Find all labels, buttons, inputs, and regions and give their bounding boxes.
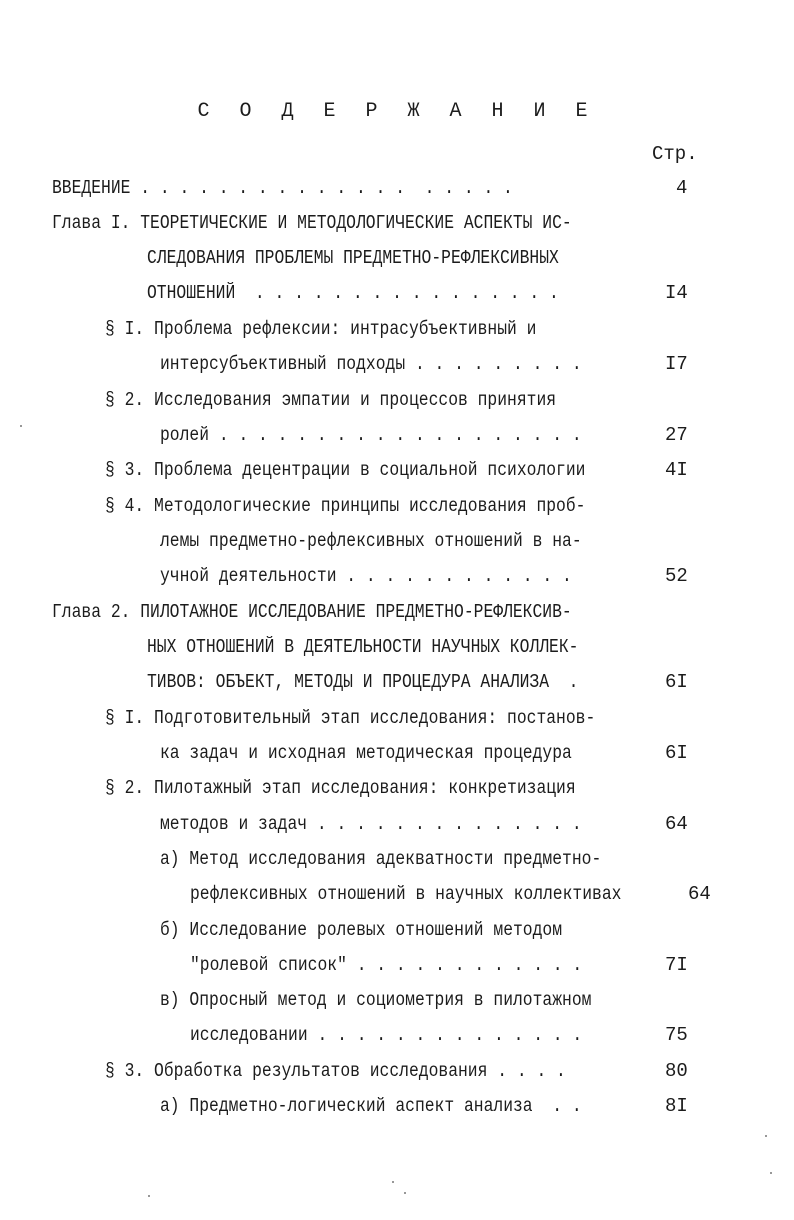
toc-entry-1-4[interactable]: § 4. Методологические принципы исследования проб- (105, 495, 586, 517)
page-title: С О Д Е Р Ж А Н И Е (197, 100, 597, 123)
toc-page-number: 75 (665, 1024, 688, 1046)
toc-entry-chapter-1[interactable]: Глава I. ТЕОРЕТИЧЕСКИЕ И МЕТОДОЛОГИЧЕСКИЕ АСПЕКТЫ ИС- (52, 212, 572, 234)
scan-speck (770, 1172, 772, 1174)
toc-entry-1-3[interactable]: § 3. Проблема децентрации в социальной психологии (105, 459, 586, 481)
toc-entry-introduction[interactable]: ВВЕДЕНИЕ . . . . . . . . . . . . . . . . . . . (52, 177, 513, 199)
scan-speck (404, 1192, 406, 1194)
toc-page-number: 8I (665, 1095, 688, 1117)
toc-entry-2-2-c-line-2: исследовании . . . . . . . . . . . . . . (190, 1024, 583, 1046)
toc-entry-1-4-line-3: учной деятельности . . . . . . . . . . . . (160, 565, 572, 587)
toc-page-number: 7I (665, 954, 688, 976)
toc-entry-2-2-a[interactable]: а) Метод исследования адекватности предметно- (160, 848, 602, 870)
toc-entry-chapter-1-line-2: СЛЕДОВАНИЯ ПРОБЛЕМЫ ПРЕДМЕТНО-РЕФЛЕКСИВНЫХ (147, 247, 559, 269)
toc-entry-chapter-1-line-3: ОТНОШЕНИЙ . . . . . . . . . . . . . . . . (147, 282, 559, 304)
toc-entry-2-2[interactable]: § 2. Пилотажный этап исследования: конкретизация (105, 777, 576, 799)
toc-entry-1-4-line-2: лемы предметно-рефлексивных отношений в на- (160, 530, 582, 552)
toc-entry-2-2-c[interactable]: в) Опросный метод и социометрия в пилотажном (160, 989, 592, 1011)
toc-page-number: 64 (688, 883, 711, 905)
toc-page-number: I7 (665, 353, 688, 375)
toc-page-number: 4 (676, 177, 688, 199)
scan-speck (20, 425, 22, 427)
toc-entry-chapter-2[interactable]: Глава 2. ПИЛОТАЖНОЕ ИССЛЕДОВАНИЕ ПРЕДМЕТНО-РЕФЛЕКСИВ- (52, 601, 572, 623)
toc-page-number: I4 (665, 282, 688, 304)
toc-page-number: 6I (665, 671, 688, 693)
toc-page-number: 6I (665, 742, 688, 764)
toc-page-number: 52 (665, 565, 688, 587)
toc-page-number: 80 (665, 1060, 688, 1082)
toc-entry-chapter-2-line-3: ТИВОВ: ОБЪЕКТ, МЕТОДЫ И ПРОЦЕДУРА АНАЛИЗА . (147, 671, 579, 693)
toc-entry-2-2-a-line-2: рефлексивных отношений в научных коллективах (190, 883, 622, 905)
toc-entry-1-2-line-2: ролей . . . . . . . . . . . . . . . . . . . (160, 424, 582, 446)
toc-entry-2-2-line-2: методов и задач . . . . . . . . . . . . . . (160, 813, 582, 835)
toc-entry-2-2-b[interactable]: б) Исследование ролевых отношений методом (160, 919, 563, 941)
page-column-label: Стр. (652, 143, 698, 165)
toc-entry-1-1-line-2: интерсубъективный подходы . . . . . . . . . (160, 353, 582, 375)
toc-entry-2-1[interactable]: § I. Подготовительный этап исследования: постанов- (105, 707, 596, 729)
toc-entry-2-1-line-2: ка задач и исходная методическая процедура (160, 742, 572, 764)
scan-speck (148, 1195, 150, 1197)
toc-page-number: 64 (665, 813, 688, 835)
toc-entry-1-2[interactable]: § 2. Исследования эмпатии и процессов принятия (105, 389, 557, 411)
toc-entry-chapter-2-line-2: НЫХ ОТНОШЕНИЙ В ДЕЯТЕЛЬНОСТИ НАУЧНЫХ КОЛЛЕК- (147, 636, 579, 658)
toc-page-number: 4I (665, 459, 688, 481)
toc-page-number: 27 (665, 424, 688, 446)
scan-speck (765, 1135, 767, 1137)
toc-entry-1-1[interactable]: § I. Проблема рефлексии: интрасубъективный и (105, 318, 537, 340)
toc-entry-2-2-b-line-2: "ролевой список" . . . . . . . . . . . . (190, 954, 583, 976)
toc-entry-2-3-a[interactable]: а) Предметно-логический аспект анализа . . (160, 1095, 582, 1117)
toc-entry-2-3[interactable]: § 3. Обработка результатов исследования . . . . (105, 1060, 566, 1082)
scan-speck (392, 1181, 394, 1183)
